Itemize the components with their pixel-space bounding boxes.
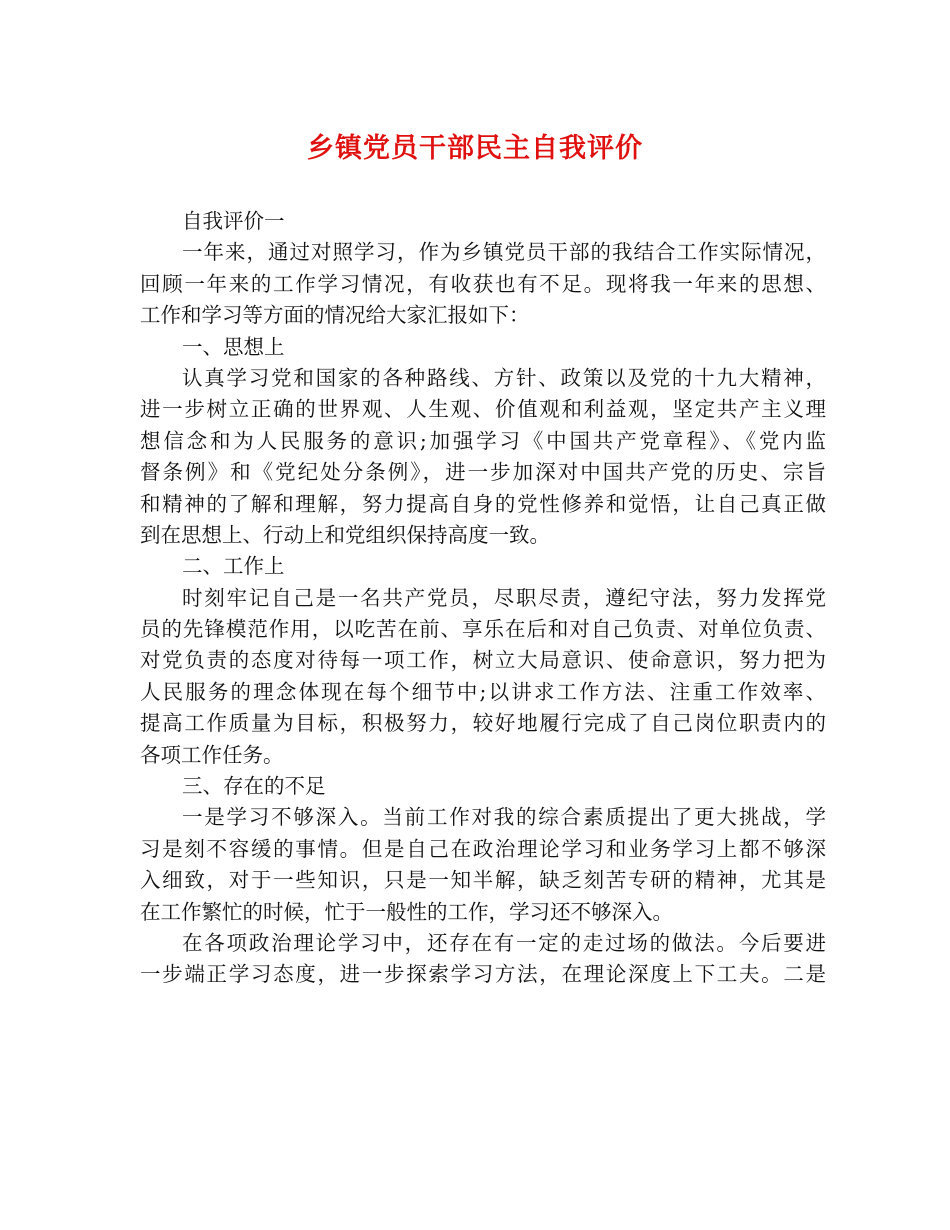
- text-line: 认真学习党和国家的各种路线、方针、政策以及党的十九大精神，: [182, 365, 826, 390]
- text-line: 到在思想上、行动上和党组织保持高度一致。: [140, 522, 550, 547]
- text-line: 员的先锋模范作用，以吃苦在前、享乐在后和对自己负责、对单位负责、: [140, 617, 826, 642]
- text-line: 自我评价一: [182, 209, 285, 233]
- text-line: 人民服务的理念体现在每个细节中;以讲求工作方法、注重工作效率、: [140, 679, 826, 704]
- text-line: 督条例》和《党纪处分条例》，进一步加深对中国共产党的历史、宗旨: [140, 460, 826, 485]
- text-line: 三、存在的不足: [182, 774, 326, 799]
- document-title: 乡镇党员干部民主自我评价: [307, 133, 643, 164]
- text-line: 在工作繁忙的时候，忙于一般性的工作，学习还不够深入。: [140, 899, 673, 924]
- text-line: 进一步树立正确的世界观、人生观、价值观和利益观，坚定共产主义理: [140, 397, 826, 422]
- text-line: 一是学习不够深入。当前工作对我的综合素质提出了更大挑战，学: [182, 805, 826, 830]
- document-body: [140, 206, 826, 991]
- text-line: 入细致，对于一些知识，只是一知半解，缺乏刻苦专研的精神，尤其是: [140, 868, 826, 893]
- text-line: 对党负责的态度对待每一项工作，树立大局意识、使命意识，努力把为: [140, 648, 826, 673]
- text-line: 一、思想上: [182, 334, 285, 359]
- text-line: 二、工作上: [182, 554, 285, 579]
- text-line: 一步端正学习态度，进一步探索学习方法，在理论深度上下工夫。二是: [140, 962, 826, 987]
- text-line: 工作和学习等方面的情况给大家汇报如下：: [140, 303, 530, 328]
- text-line: 在各项政治理论学习中，还存在有一定的走过场的做法。今后要进: [182, 930, 826, 955]
- text-line: 时刻牢记自己是一名共产党员，尽职尽责，遵纪守法，努力发挥党: [182, 585, 826, 610]
- text-line: 习是刻不容缓的事情。但是自己在政治理论学习和业务学习上都不够深: [140, 836, 826, 861]
- text-line: 回顾一年来的工作学习情况，有收获也有不足。现将我一年来的思想、: [140, 271, 826, 296]
- text-line: 一年来，通过对照学习，作为乡镇党员干部的我结合工作实际情况，: [182, 240, 826, 265]
- text-line: 各项工作任务。: [140, 742, 284, 767]
- text-line: 和精神的了解和理解，努力提高自身的党性修养和觉悟，让自己真正做: [140, 491, 826, 516]
- text-line: 提高工作质量为目标，积极努力，较好地履行完成了自己岗位职责内的: [140, 711, 826, 736]
- text-line: 想信念和为人民服务的意识;加强学习《中国共产党章程》、《党内监: [140, 428, 826, 453]
